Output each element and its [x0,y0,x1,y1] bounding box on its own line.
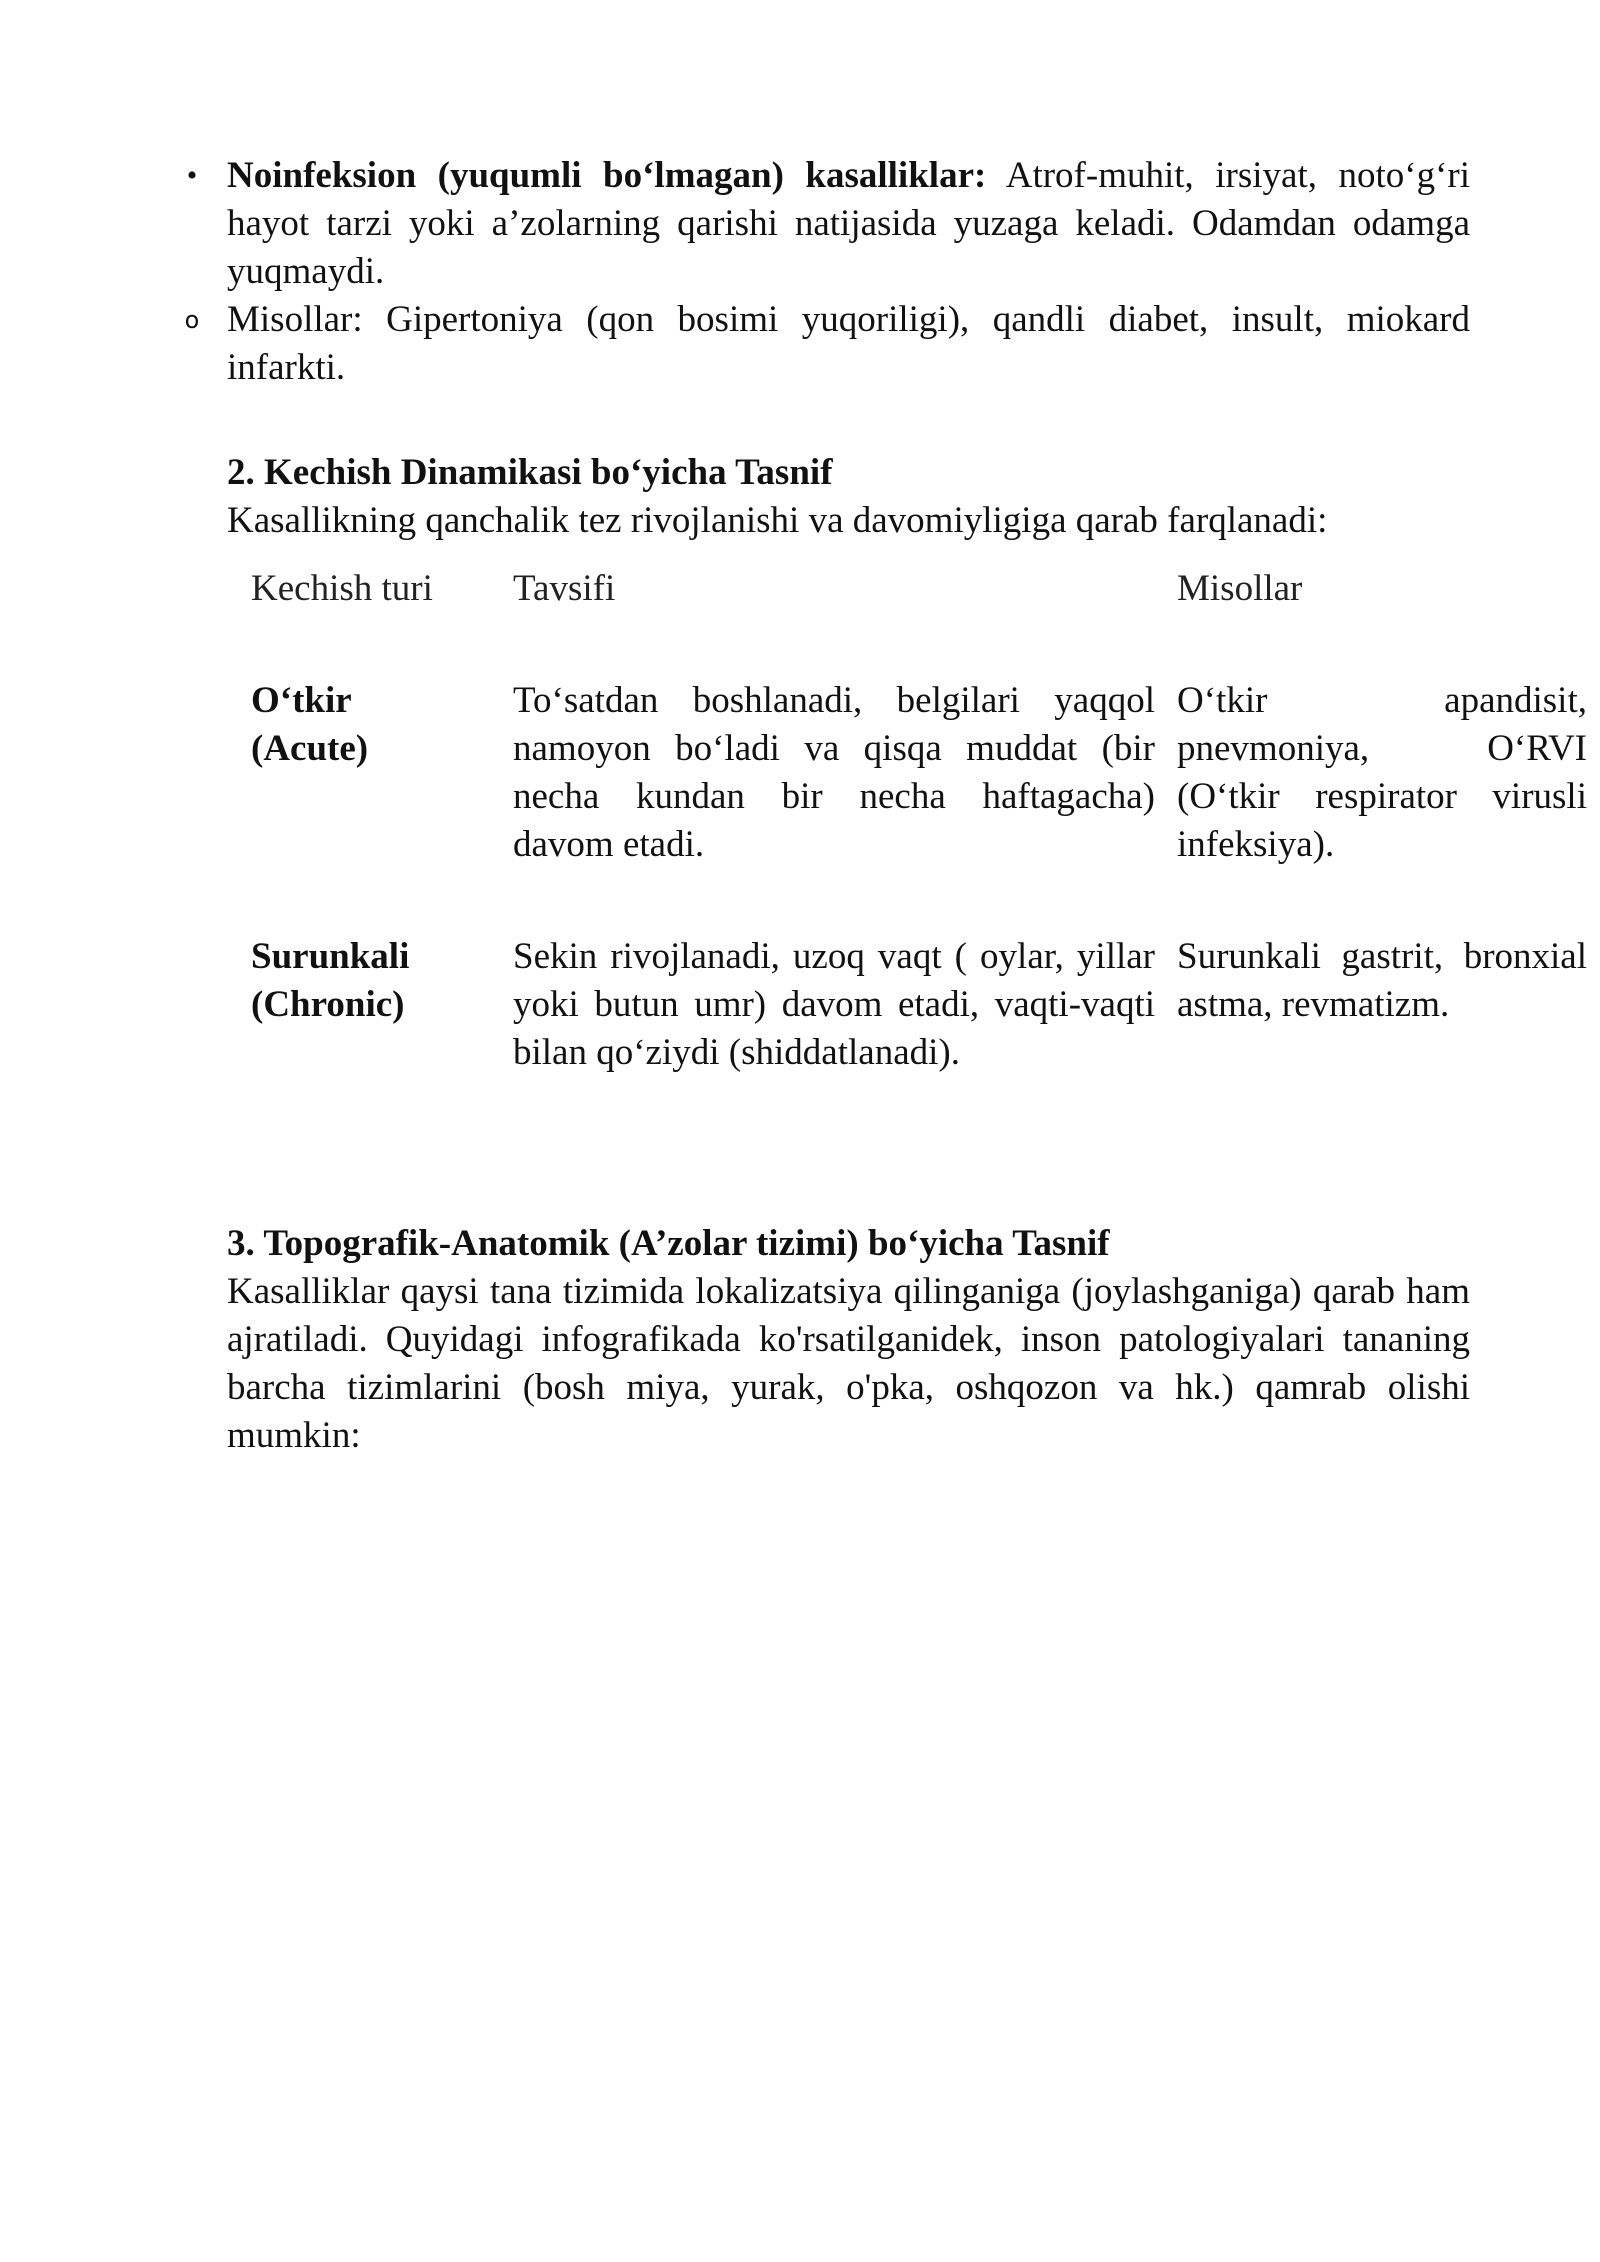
table-row-acute-type [251,677,471,773]
table-row-chronic-examples: Surunkali gastrit, bronxial astma, revmatizm. [1177,936,1587,1025]
table-header-type: Kechish turi [251,568,433,609]
bullet-dot-icon: • [186,159,198,192]
type-sublabel: (Chronic) [251,984,405,1025]
table-header-examples: Misollar [1177,568,1303,609]
table-row-chronic-type [251,933,471,1029]
bullet-term: Noinfeksion (yuqumli bo‘lmagan) kasalliklar: [227,155,987,196]
table-row-chronic-description: Sekin rivojlanadi, uzoq vaqt ( oylar, yillar yoki butun umr) davom etadi, vaqti-vaqti bilan qo‘ziydi (shiddatlanadi). [513,936,1155,1073]
section-2-intro: Kasallikning qanchalik tez rivojlanishi va davomiyligiga qarab farqlanadi: [227,500,1328,541]
section-2-title: 2. Kechish Dinamikasi bo‘yicha Tasnif [227,452,833,493]
examples-text: Misollar: Gipertoniya (qon bosimi yuqoriligi), qandli diabet, insult, miokard infarkti. [227,299,1470,388]
section-3-title: 3. Topografik-Anatomik (A’zolar tizimi) bo‘yicha Tasnif [227,1223,1110,1264]
subbullet-examples [184,296,1470,392]
section-3-intro: Kasalliklar qaysi tana tizimida lokalizatsiya qilinganiga (joylashganiga) qarab ham ajratiladi. Quyidagi infografikada ko'rsatilganidek, inson patologiyalari tananing barcha tizimlarini (bosh miya, yurak, o'pka, oshqozon va hk.) qamrab olishi mumkin: [227,1271,1470,1456]
bullet-text: Atrof-muhit, irsiyat, noto‘g‘ri hayot tarzi yoki a’zolarning qarishi natijasida yuzaga keladi. Odamdan odamga yuqmaydi. [227,155,1470,292]
bullet-circle-icon: o [184,306,200,334]
table-row-acute-examples: O‘tkir apandisit, pnevmoniya, O‘RVI (O‘tkir respirator virusli infeksiya). [1177,680,1587,865]
bullet-noninfectious [186,152,1470,296]
table-row-acute-description: To‘satdan boshlanadi, belgilari yaqqol namoyon bo‘ladi va qisqa muddat (bir necha kundan bir necha haftagacha) davom etadi. [513,680,1155,865]
type-sublabel: (Acute) [251,728,369,769]
section-2 [227,449,1470,545]
section-3 [227,1220,1470,1460]
type-label: Surunkali [251,936,410,977]
type-label: O‘tkir [251,680,352,721]
table-header-description: Tavsifi [513,568,616,609]
